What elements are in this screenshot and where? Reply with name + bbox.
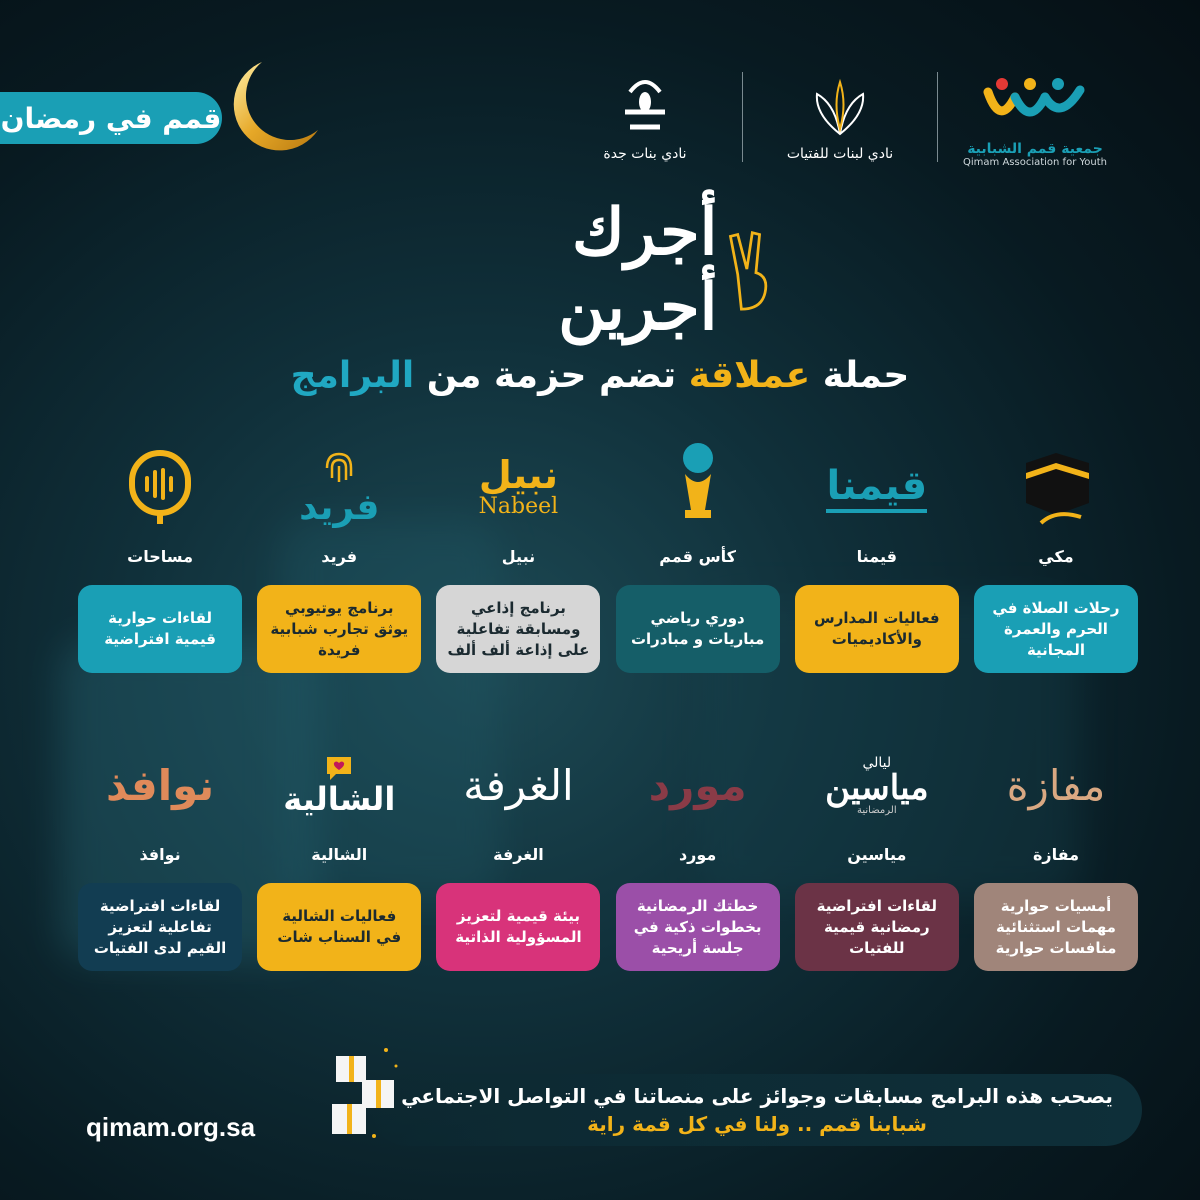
- logo-caption: نادي بنات جدة: [603, 146, 687, 162]
- program-nawafidh: [78, 738, 242, 971]
- crescent-moon-icon: [222, 58, 322, 158]
- program-logo-text: نبيل: [478, 453, 559, 497]
- program-card: [78, 883, 242, 971]
- jeddah-girls-logo: [560, 72, 730, 162]
- logo-caption-en: Qimam Association for Youth: [963, 156, 1107, 168]
- program-logo-text: مورد: [648, 761, 747, 810]
- headline-part2: عملاقة: [688, 355, 811, 396]
- program-nabeel: [436, 440, 600, 673]
- program-card-line: برنامج إذاعي: [470, 598, 566, 617]
- program-alshaliya: [257, 738, 421, 971]
- logo-caption: نادي لبنات للفتيات: [786, 146, 894, 162]
- program-logo-text: مياسين: [825, 768, 929, 808]
- program-card-line: رمضانية قيمية: [824, 917, 930, 936]
- program-mafaza: [974, 738, 1138, 971]
- website-url[interactable]: qimam.org.sa: [86, 1112, 256, 1142]
- headline-part3: تضم حزمة من: [426, 355, 677, 396]
- program-card-line: خطتك الرمضانية: [636, 896, 759, 915]
- program-card: [616, 883, 780, 971]
- campaign-title-text: أجرك أجرين: [558, 195, 718, 345]
- program-name: الغرفة: [493, 845, 544, 864]
- program-card-line: جلسة أريحية: [651, 938, 744, 957]
- program-card-line: الحرم والعمرة: [1004, 619, 1108, 638]
- program-name: نوافذ: [139, 845, 181, 864]
- headline-part1: حملة: [822, 355, 910, 396]
- program-masahat: [78, 440, 242, 673]
- program-card: [616, 585, 780, 673]
- program-card-line: بخطوات ذكية في: [633, 917, 762, 936]
- divider: [742, 72, 743, 162]
- qimam-mark-icon: [980, 72, 1090, 132]
- program-logo: [257, 738, 421, 833]
- program-name: مفازة: [1032, 845, 1080, 864]
- program-card-line: القيم لدى الفتيات: [93, 938, 227, 957]
- program-card: [436, 585, 600, 673]
- program-card-line: ومسابقة تفاعلية: [456, 619, 581, 638]
- logo-caption: جمعية قمم الشبابية: [967, 140, 1103, 157]
- program-card-line: لقاءات افتراضية: [99, 896, 221, 915]
- fingerprint-icon: [319, 448, 359, 488]
- program-card: [436, 883, 600, 971]
- footer-banner: [372, 1074, 1142, 1146]
- program-card-line: للفتيات: [849, 938, 905, 957]
- program-mawrid: [616, 738, 780, 971]
- program-logo: [78, 440, 242, 535]
- program-card-line: تفاعلية لتعزيز: [108, 917, 212, 936]
- program-logo-top: ليالي: [862, 755, 892, 771]
- program-card-line: المجانية: [1026, 640, 1086, 659]
- program-name: مياسين: [847, 845, 907, 864]
- lotus-icon: [805, 74, 875, 140]
- program-logo-text: فريد: [299, 486, 380, 528]
- program-card-line: فعاليات الشالية: [282, 907, 397, 925]
- program-card-line: يوثق تجارب شبابية: [270, 619, 409, 638]
- program-card-line: والأكاديميات: [831, 630, 922, 648]
- victory-hand-icon: [725, 225, 780, 315]
- programs-row-1: [78, 440, 1138, 673]
- program-name: مكي: [1038, 547, 1074, 566]
- program-logo: [78, 738, 242, 833]
- program-card-line: مهمات استثنائية: [996, 917, 1116, 936]
- program-name: قيمنا: [856, 547, 897, 566]
- program-logo-text: نوافذ: [105, 761, 215, 810]
- program-logo-text: الشالية: [283, 779, 396, 818]
- program-name: مساحات: [127, 547, 193, 566]
- program-card-line: قيمية افتراضية: [104, 630, 216, 648]
- program-logo-sub: الرمضانية: [857, 805, 897, 816]
- leaf-calligraphy-icon: [610, 72, 680, 142]
- program-card-line: برنامج يوتيوبي: [284, 598, 394, 617]
- program-card-line: أمسيات حوارية: [1000, 896, 1112, 915]
- program-card: [795, 585, 959, 673]
- program-card-line: مباريات و مبادرات: [630, 630, 765, 648]
- program-logo: [436, 440, 600, 535]
- qimam-logo: [950, 67, 1120, 168]
- program-card: [78, 585, 242, 673]
- footer-line-1: يصحب هذه البرامج مسابقات وجوائز على منصاتنا في التواصل الاجتماعي: [401, 1084, 1113, 1108]
- program-alghorfa: [436, 738, 600, 971]
- program-fareed: [257, 440, 421, 673]
- heart-chat-icon: [324, 754, 354, 782]
- program-card: [257, 883, 421, 971]
- program-card-line: بيئة قيمية لتعزيز: [456, 907, 581, 925]
- campaign-title: [420, 195, 780, 345]
- program-logo: [795, 738, 959, 833]
- ramadan-badge: قمم في رمضان: [0, 92, 222, 144]
- program-card-line: على إذاعة ألف ألف: [447, 640, 590, 659]
- trophy-icon: [663, 440, 733, 535]
- program-card-line: دوري رياضي: [650, 609, 745, 627]
- program-card: [974, 585, 1138, 673]
- program-logo: [974, 440, 1138, 535]
- program-card-line: فريدة: [318, 640, 361, 659]
- program-card-line: فعاليات المدارس: [814, 609, 940, 627]
- program-logo: [616, 738, 780, 833]
- headline: [0, 355, 1200, 396]
- program-card-line: منافسات حوارية: [995, 938, 1117, 957]
- program-name: نبيل: [501, 547, 536, 566]
- partner-logos: [560, 62, 1120, 172]
- program-qimam-cup: [616, 440, 780, 673]
- program-card: [974, 883, 1138, 971]
- program-card-line: في السناب شات: [277, 928, 402, 946]
- headline-part4: البرامج: [290, 355, 415, 396]
- program-logo-text: مفازة: [1006, 761, 1106, 810]
- program-name: مورد: [678, 845, 717, 864]
- program-logo: [974, 738, 1138, 833]
- program-logo: [436, 738, 600, 833]
- program-logo: [616, 440, 780, 535]
- program-card: [795, 883, 959, 971]
- program-card: [257, 585, 421, 673]
- program-logo: [795, 440, 959, 535]
- program-name: الشالية: [311, 845, 368, 864]
- program-logo-text-en: Nabeel: [478, 494, 559, 519]
- kaaba-icon: [1011, 443, 1101, 533]
- program-logo-text: الغرفة: [463, 761, 574, 810]
- program-logo-text: قيمنا: [826, 463, 927, 513]
- footer-line-2: شبابنا قمم .. ولنا في كل قمة راية: [587, 1112, 927, 1136]
- program-name: فريد: [321, 547, 358, 566]
- lubnat-logo: [755, 72, 925, 162]
- programs-row-2: [78, 738, 1138, 971]
- program-card-line: رحلات الصلاة في: [992, 598, 1120, 617]
- program-makki: [974, 440, 1138, 673]
- program-card-line: المسؤولية الذاتية: [455, 928, 582, 946]
- program-qiyamuna: [795, 440, 959, 673]
- program-card-line: لقاءات حوارية: [108, 609, 212, 627]
- microphone-icon: [125, 448, 195, 528]
- program-mayaseen: [795, 738, 959, 971]
- gift-boxes-icon: [326, 1036, 406, 1146]
- divider: [937, 72, 938, 162]
- program-card-line: لقاءات افتراضية: [816, 896, 938, 915]
- program-name: كأس قمم: [659, 547, 736, 566]
- program-logo: [257, 440, 421, 535]
